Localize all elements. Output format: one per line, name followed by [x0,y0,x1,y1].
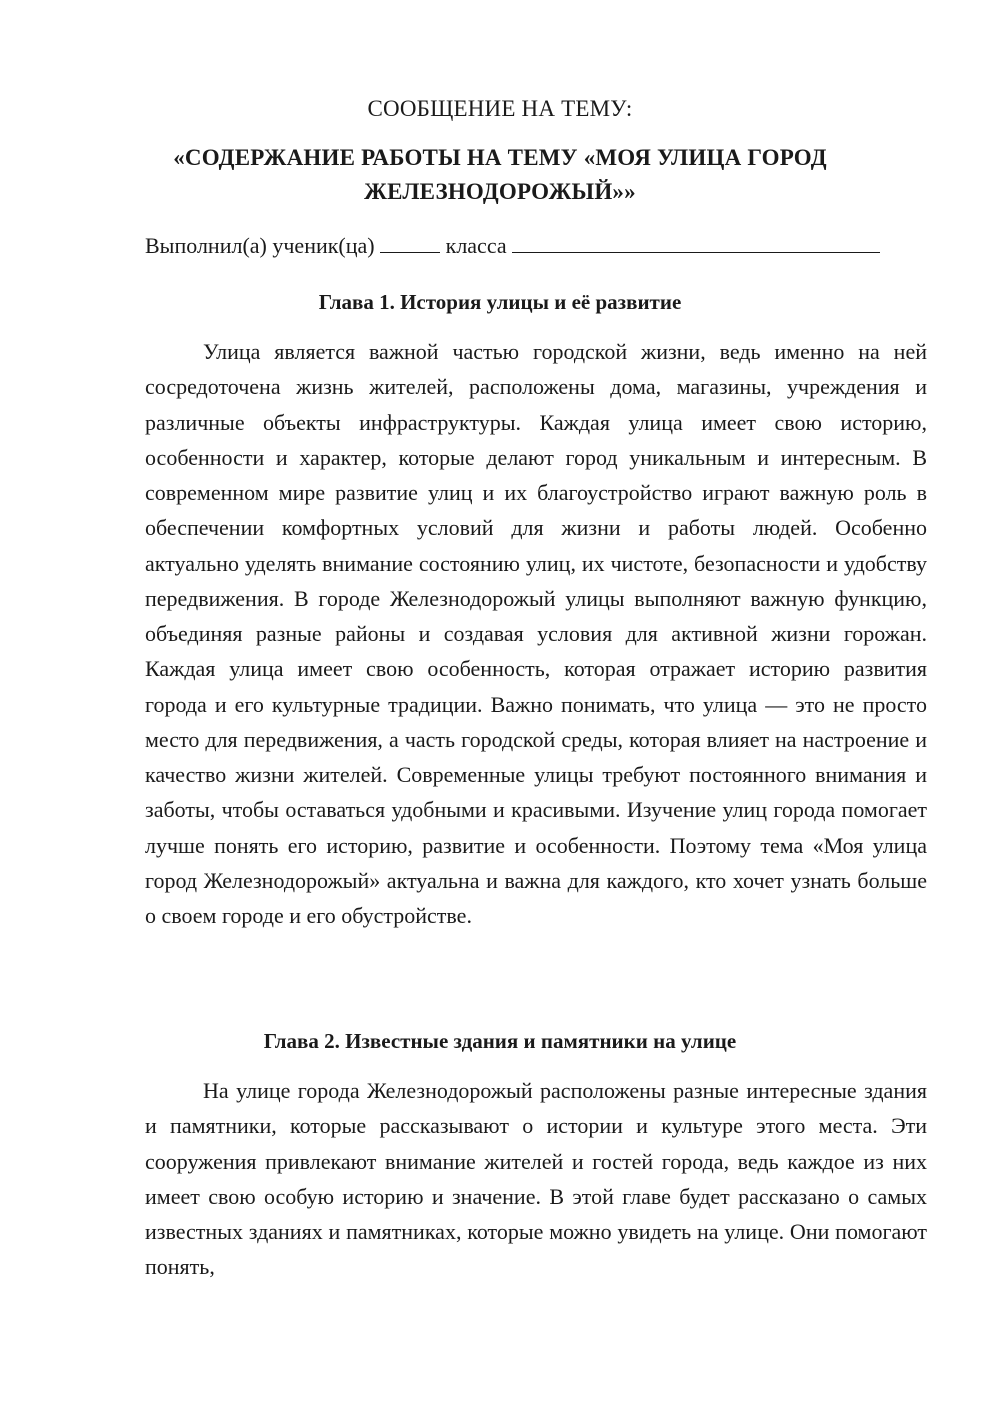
chapter-2-heading: Глава 2. Известные здания и памятники на улице [263,1029,737,1053]
document-title-line-1: «СОДЕРЖАНИЕ РАБОТЫ НА ТЕМУ «МОЯ УЛИЦА ГОРОД [173,145,827,170]
chapter-1-heading: Глава 1. История улицы и её развитие [318,290,682,314]
chapter-1-paragraph: Улица является важной частью городской жизни, ведь именно на ней сосредоточена жизнь жителей, расположены дома, магазины, учреждения и различные объекты инфраструктуры. Каждая улица имеет свою историю, особенности и характер, которые делают город уникальным и интересным. В современном мире развитие улиц и их благоустройство играют важную роль в обеспечении комфортных условий для жизни и работы людей. Особенно актуально уделять внимание состоянию улиц, их чистоте, безопасности и удобству передвижения. В городе Железнодорожый улицы выполняют важную функцию, объединяя разные районы и создавая условия для активной жизни горожан. Каждая улица имеет свою особенность, которая отражает историю развития города и его культурные традиции. Важно понимать, что улица — это не просто место для передвижения, а часть городской среды, которая влияет на настроение и качество жизни жителей. Современные улицы требуют постоянного внимания и заботы, чтобы оставаться удобными и красивыми. Изучение улиц города помогает лучше понять его историю, развитие и особенности. Поэтому тема «Моя улица город Железнодорожый» актуальна и важна для каждого, кто хочет узнать больше о своем городе и его обустройстве. [145,339,927,928]
grade-blank-field[interactable] [380,230,440,253]
author-line [145,230,880,261]
chapter-2-paragraph: На улице города Железнодорожый расположены разные интересные здания и памятники, которые рассказывают о истории и культуре этого места. Эти сооружения привлекают внимание жителей и гостей города, ведь каждое из них имеет свою особую историю и значение. В этой главе будет рассказано о самых известных зданиях и памятниках, которые можно увидеть на улице. Они помогают понять, [145,1078,927,1280]
document-title-line-2: ЖЕЛЕЗНОДОРОЖЫЙ»» [364,179,636,204]
name-blank-field[interactable] [512,230,880,253]
author-prefix: Выполнил(а) ученик(ца) [145,233,375,258]
document-title-label: СООБЩЕНИЕ НА ТЕМУ: [367,96,633,121]
class-label: класса [445,233,507,258]
